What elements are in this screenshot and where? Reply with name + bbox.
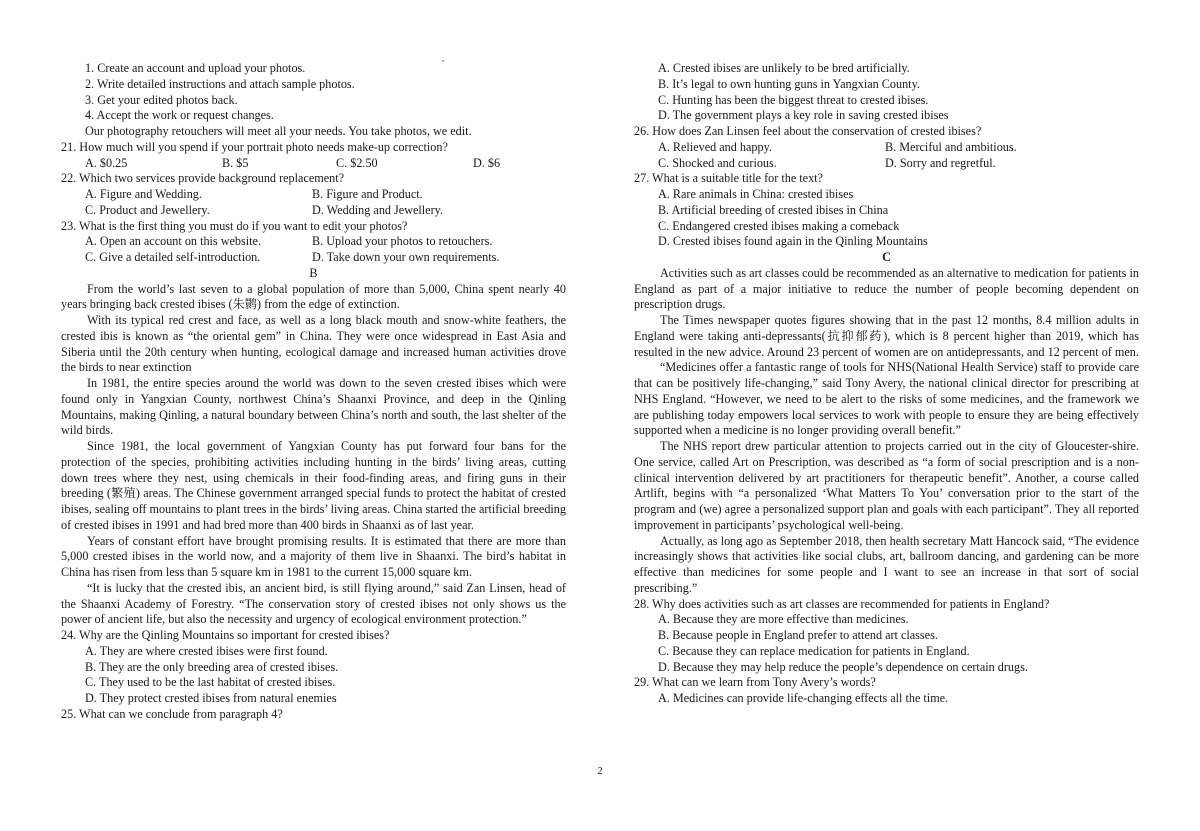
option: C. Because they can replace medication for patients in England. (658, 643, 970, 658)
option: A. Relieved and happy. (658, 139, 772, 154)
passage-paragraph: The Times newspaper quotes figures showing that in the past 12 months, 8.4 million adults in England were taking anti-depressants(抗抑郁药), which is 8 percent higher than 2019, which has resulted in the new advice. Around 23 percent of women are on antidepressants, and 12 percent of men. (634, 313, 1139, 359)
passage-paragraph: In 1981, the entire species around the world was down to the seven crested ibises which were found only in Yangxian County, northwest China’s Shaanxi Province, and deep in the Qinling Mountains, making Qinling, a natural boundary between China’s north and south, the last shelter of the wild birds. (61, 376, 566, 438)
question-21-stem: 21. How much will you spend if your portrait photo needs make-up correction? (61, 139, 448, 154)
page-number: 2 (597, 765, 603, 777)
option: C. Shocked and curious. (658, 155, 777, 170)
option: C. Hunting has been the biggest threat to crested ibises. (658, 92, 929, 107)
intro-step: 4. Accept the work or request changes. (85, 108, 274, 123)
section-heading-c: C (882, 250, 891, 264)
passage-b (61, 282, 566, 629)
option: D. Take down your own requirements. (312, 250, 500, 264)
passage-paragraph: Since 1981, the local government of Yangxian County has put forward four bans for the protection of the species, prohibiting activities including hunting in the birds’ living areas, cutting down trees where they nest, using chemicals in their food-finding areas, and firing guns in their breeding (繁殖) areas. The Chinese government arranged special funds to protect the habitat of crested ibises, sealing off mountains to plant trees in the birds’ living areas. China started the artificial breeding of crested ibises in 1991 and had bred more than 400 birds in Shaanxi as of last year. (61, 439, 566, 532)
passage-paragraph: “Medicines offer a fantastic range of tools for NHS(National Health Service) staff to provide care that can be positively life-changing,” said Tony Avery, the national clinical director for prescribing at NHS England. “However, we need to be alert to the risks of some medicines, and the framework we are publishing today empowers local services to work with people to ensure they are being effectively supported when a medicine is no longer providing overall benefit.” (634, 360, 1139, 438)
passage-paragraph: Actually, as long ago as September 2018, then health secretary Matt Hancock said, “The evidence increasingly shows that activities like social clubs, art, ballroom dancing, and gardening can be more effective than medicines for some people and I want to see an increase in that sort of social prescribing.” (634, 533, 1139, 595)
question-22-options (61, 187, 566, 219)
intro-step: 1. Create an account and upload your photos. (85, 61, 306, 75)
question-26-stem: 26. How does Zan Linsen feel about the conservation of crested ibises? (634, 124, 982, 138)
option: A. Crested ibises are unlikely to be bred artificially. (658, 61, 910, 75)
option: C. Endangered crested ibises making a comeback (658, 218, 900, 233)
question-22-stem: 22. Which two services provide background replacement? (61, 171, 345, 186)
passage-paragraph: Years of constant effort have brought promising results. It is estimated that there are more than 5,000 crested ibises in the world now, and a majority of them live in Shaanxi. The bird’s habitat in China has risen from less than 5 square km in 1981 to the current 15,000 square km. (61, 533, 566, 579)
question-27-stem: 27. What is a suitable title for the text? (634, 171, 823, 186)
option: A. Rare animals in China: crested ibises (658, 187, 854, 201)
intro-step: 2. Write detailed instructions and attach sample photos. (85, 76, 355, 91)
option: A. Medicines can provide life-changing effects all the time. (658, 691, 949, 705)
passage-paragraph: With its typical red crest and face, as well as a long black mouth and snow-white feathers, the crested ibis is known as “the oriental gem” in China. They were once widespread in East Asia and Siberia until the 20th century when hunting, ecological damage and increased human activities drove the birds to near extinction (61, 313, 566, 375)
option: C. Give a detailed self-introduction. (85, 250, 261, 264)
option: D. Sorry and regretful. (885, 155, 996, 170)
question-26-options (634, 140, 1139, 172)
option: B. Because people in England prefer to attend art classes. (658, 628, 938, 642)
question-28-stem: 28. Why does activities such as art classes are recommended for patients in England? (634, 596, 1050, 611)
intro-step: 3. Get your edited photos back. (85, 92, 238, 107)
option: B. Artificial breeding of crested ibises in China (658, 202, 889, 217)
option: B. They are the only breeding area of crested ibises. (85, 659, 339, 674)
option: C. They used to be the last habitat of crested ibises. (85, 675, 336, 690)
option: C. $2.50 (336, 155, 378, 170)
option: B. It’s legal to own hunting guns in Yangxian County. (658, 76, 920, 91)
question-29-stem: 29. What can we learn from Tony Avery’s words? (634, 675, 876, 690)
option: A. Open an account on this website. (85, 234, 261, 249)
intro-closing: Our photography retouchers will meet all your needs. You take photos, we edit. (85, 124, 472, 138)
passage-paragraph: The NHS report drew particular attention to projects carried out in the city of Gloucester-shire. One service, called Art on Prescription, was described as “a form of social prescription and is a non-clinical intervention delivered by art practitioners for therapeutic benefit”. Another, a course called Artlift, begins with “a personalized ‘What Matters To You’ conversation prior to the start of the program and (we) agree a personalized support plan and goals with each participant”. They all reported improvement in participants’ psychological well-being. (634, 439, 1139, 532)
option: A. Figure and Wedding. (85, 187, 202, 201)
question-23-options (61, 234, 566, 266)
option: D. Crested ibises found again in the Qinling Mountains (658, 234, 928, 249)
option: D. Wedding and Jewellery. (312, 202, 444, 217)
option: D. They protect crested ibises from natural enemies (85, 691, 337, 705)
option: B. $5 (222, 155, 249, 170)
option: D. Because they may help reduce the people’s dependence on certain drugs. (658, 659, 1028, 674)
question-23-stem: 23. What is the first thing you must do if you want to edit your photos? (61, 218, 408, 233)
section-heading-b: B (309, 265, 318, 280)
question-21-options (61, 156, 566, 172)
passage-paragraph: Activities such as art classes could be recommended as an alternative to medication for patients in England as part of a major initiative to reduce the number of people becoming dependent on prescription drugs. (634, 265, 1139, 312)
option: A. Because they are more effective than medicines. (658, 612, 909, 627)
option: C. Product and Jewellery. (85, 202, 210, 217)
option: A. They are where crested ibises were first found. (85, 643, 328, 658)
passage-paragraph: From the world’s last seven to a global population of more than 5,000, China spent nearly 40 years bringing back crested ibises (朱鹮) from the edge of extinction. (61, 281, 566, 312)
right-column (634, 61, 1139, 707)
option: B. Merciful and ambitious. (885, 139, 1017, 154)
left-column (61, 61, 566, 723)
passage-c (634, 266, 1139, 597)
option: B. Upload your photos to retouchers. (312, 234, 493, 249)
option: D. $6 (473, 155, 501, 170)
option: A. $0.25 (85, 155, 128, 170)
question-24-stem: 24. Why are the Qinling Mountains so important for crested ibises? (61, 628, 390, 642)
passage-paragraph: “It is lucky that the crested ibis, an ancient bird, is still flying around,” said Zan Linsen, head of the Shaanxi Academy of Forestry. “The conservation story of crested ibises not only shows us the power of ancient life, but also the necessity and urgency of ecological environment protection.” (61, 580, 566, 627)
option: D. The government plays a key role in saving crested ibises (658, 108, 949, 123)
option: B. Figure and Product. (312, 187, 423, 201)
question-25-stem: 25. What can we conclude from paragraph 4? (61, 706, 283, 721)
